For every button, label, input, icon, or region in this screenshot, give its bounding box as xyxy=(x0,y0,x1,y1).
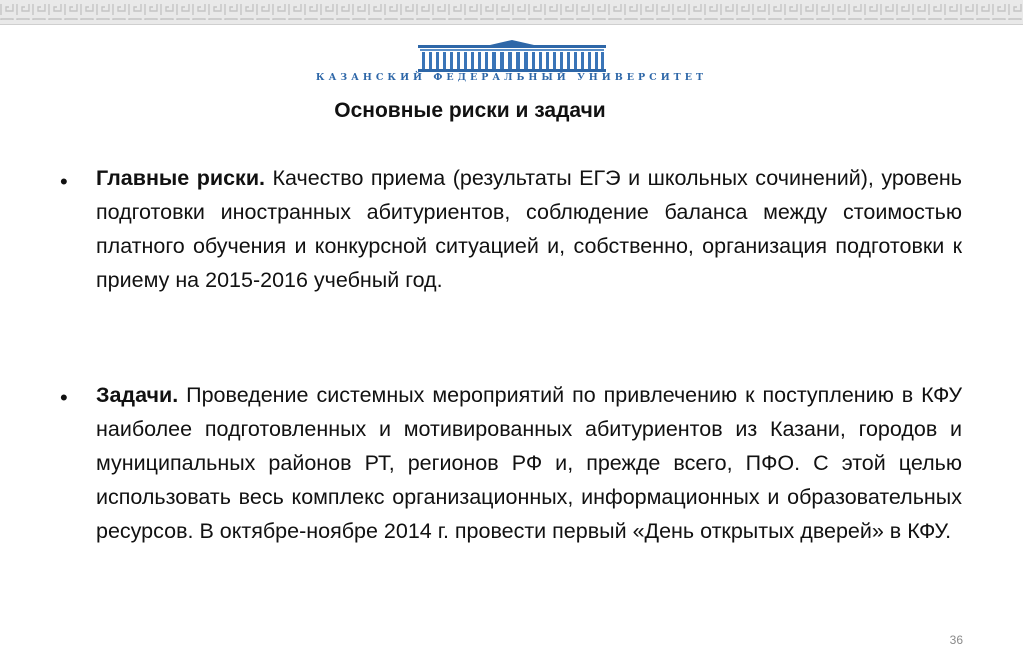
bullet-item-tasks xyxy=(96,378,962,548)
university-building-icon xyxy=(418,40,606,73)
bullet-text: Проведение системных мероприятий по привлечению к поступлению в КФУ наиболее подготовленных и мотивированных абитуриентов из Казани, городов и муниципальных районов РТ, регионов РФ и, прежде всего, ПФО. С этой целью использовать весь комплекс организационных, информационных и образовательных ресурсов. В октябре-ноябре 2014 г. провести первый «День открытых дверей» в КФУ. xyxy=(96,383,962,543)
bullet-lead: Задачи. xyxy=(96,383,179,407)
decorative-top-border xyxy=(0,0,1023,25)
slide-title: Основные риски и задачи xyxy=(334,99,606,122)
bullet-marker: • xyxy=(60,169,68,194)
bullet-text: Качество приема (результаты ЕГЭ и школьных сочинений), уровень подготовки иностранных абитуриентов, соблюдение баланса между стоимостью платного обучения и конкурсной ситуацией и, собственно, организация подготовки к приему на 2015-2016 учебный год. xyxy=(96,166,962,292)
page-number: 36 xyxy=(949,633,963,647)
bullet-marker: • xyxy=(60,385,68,410)
bullet-lead: Главные риски. xyxy=(96,166,266,190)
bullet-item-risks xyxy=(96,161,962,297)
university-name: КАЗАНСКИЙ ФЕДЕРАЛЬНЫЙ УНИВЕРСИТЕТ xyxy=(315,72,708,83)
